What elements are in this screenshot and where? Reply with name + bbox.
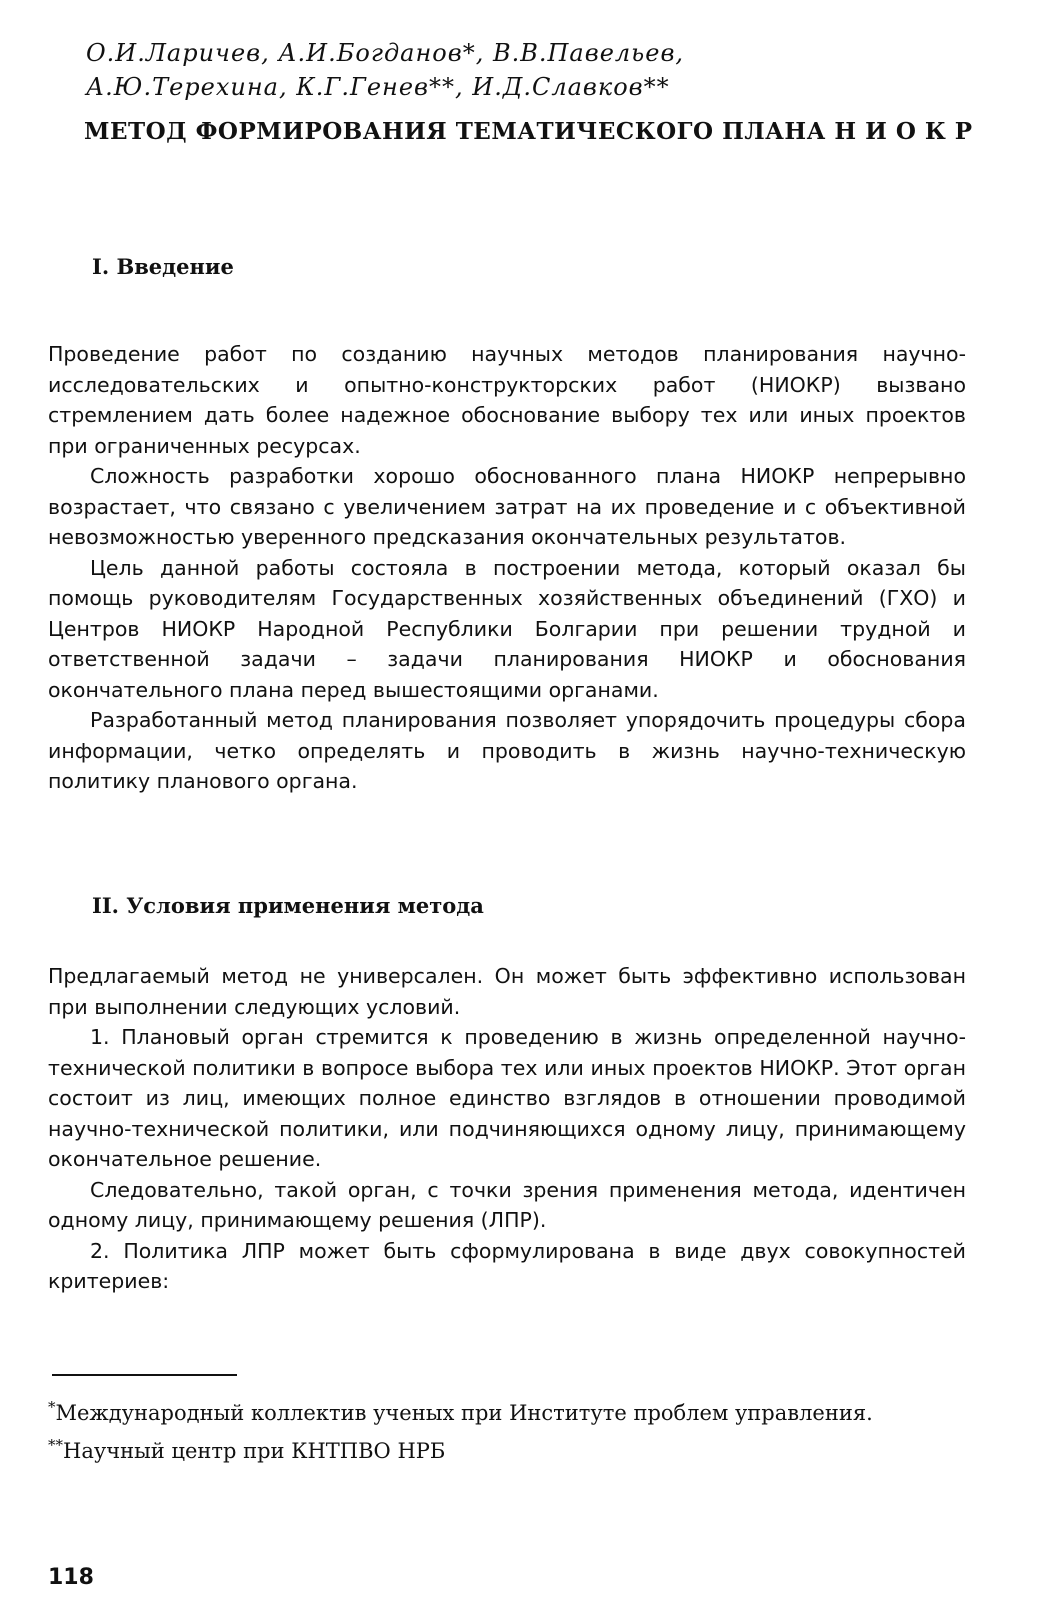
footnote-1 [48,1398,873,1425]
page-number: 118 [48,1565,94,1590]
authors [86,36,684,104]
paragraph: Разработанный метод планирования позволяет упорядочить процедуры сбора информации, четко определять и проводить в жизнь научно-техническую политику планового органа. [48,708,966,793]
footnote-separator [52,1374,237,1376]
section-introduction-body [48,339,966,797]
section-heading-conditions: II. Условия применения метода [92,893,484,918]
section-heading-introduction: I. Введение [92,254,234,279]
footnote-text: Международный коллектив ученых при Институте проблем управления. [55,1401,873,1425]
paragraph: 1. Плановый орган стремится к проведению в жизнь определенной научно-технической политики в вопросе выбора тех или иных проектов НИОКР. Этот орган состоит из лиц, имеющих полное единство взглядов в отношении проводимой научно-технической политики, или подчиняющихся одному лицу, принимающему окончательное решение. [48,1025,966,1171]
footnote-mark: * [48,1398,56,1416]
footnote-text: Научный центр при КНТПВО НРБ [63,1439,446,1463]
footnote-2 [48,1436,445,1463]
authors-line-2: А.Ю.Терехина, К.Г.Генев**, И.Д.Славков** [86,73,670,101]
article-title: МЕТОД ФОРМИРОВАНИЯ ТЕМАТИЧЕСКОГО ПЛАНА Н И О К Р [84,118,973,145]
section-conditions-body [48,961,966,1297]
paragraph: Предлагаемый метод не универсален. Он может быть эффективно использован при выполнении следующих условий. [48,964,966,1019]
footnote-mark: ** [48,1436,63,1454]
paragraph: Следовательно, такой орган, с точки зрения применения метода, идентичен одному лицу, принимающему решения (ЛПР). [48,1177,966,1232]
paragraph: Проведение работ по созданию научных методов планирования научно-исследовательских и опытно-конструкторских работ (НИОКР) вызвано стремлением дать более надежное обоснование выбору тех или иных проектов при ограниченных ресурсах. [48,342,966,458]
authors-line-1: О.И.Ларичев, А.И.Богданов*, В.В.Павельев, [86,39,685,67]
paragraph: Сложность разработки хорошо обоснованного плана НИОКР непрерывно возрастает, что связано с увеличением затрат на их проведение и с объективной невозможностью уверенного предсказания окончательных результатов. [48,464,966,549]
paragraph: Цель данной работы состояла в построении метода, который оказал бы помощь руководителям Государственных хозяйственных объединений (ГХО) и Центров НИОКР Народной Республики Болгарии при решении трудной и ответственной задачи – задачи планирования НИОКР и обоснования окончательного плана перед вышестоящими органами. [48,555,966,702]
paragraph: 2. Политика ЛПР может быть сформулирована в виде двух совокупностей критериев: [48,1238,966,1293]
